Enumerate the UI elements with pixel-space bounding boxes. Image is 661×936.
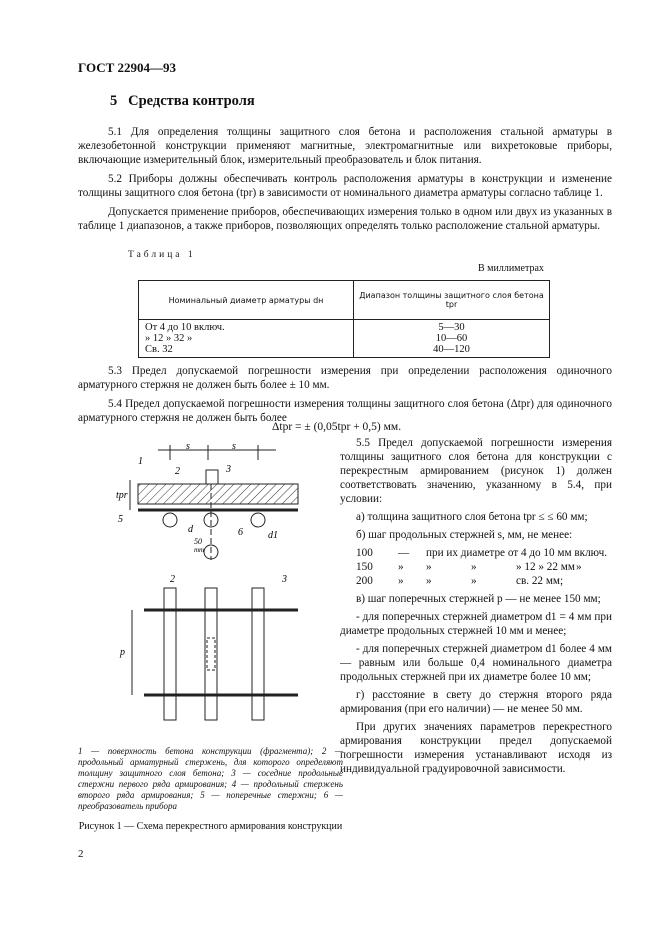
- paragraph-5-1: 5.1 Для определения толщины защитного слоя бетона и расположения стальной арматуры в железобетонной конструкции применяют магнитные, электромагнитные или вихретоковые приборы, включающие измерительный блок, измерительный преобразователь и блок питания.: [78, 126, 612, 166]
- label-mm: mm: [194, 546, 205, 554]
- condition-g: г) расстояние в свету до стержня второго ряда армирования (при его наличии) — не менее 50 мм.: [340, 689, 612, 715]
- paragraph-5-4: 5.4 Предел допускаемой погрешности измерения толщины защитного слоя бетона (Δtpr) для одиночного арматурного стержня не должен быть более: [78, 398, 612, 424]
- table-units: В миллиметрах: [478, 263, 544, 274]
- label-s-left: s: [186, 441, 190, 452]
- label-2: 2: [175, 466, 180, 477]
- table-col1-header: Номинальный диаметр арматуры dн: [139, 281, 354, 320]
- label-tpr: tpr: [116, 490, 128, 501]
- table-body-row: [139, 320, 550, 358]
- table-col2-header: Диапазон толщины защитного слоя бетона tpr: [354, 281, 550, 320]
- formula: Δtpr = ± (0,05tpr + 0,5) мм.: [272, 421, 402, 433]
- closing-paragraph: При других значениях параметров перекрестного армирования конструкции предел допускаемой погрешности измерения устанавливают исходя из индивидуальной градуировочной зависимости.: [340, 721, 612, 775]
- top-paragraphs: [78, 125, 612, 238]
- transducer-6: [206, 470, 218, 484]
- paragraph-allowance: Допускается применение приборов, обеспечивающих измерения только в одном или двух из указанных в таблице 1 диапазонов, а также приборов, позволяющих определять только расположение стальной арматуры.: [78, 206, 612, 232]
- condition-v1: - для поперечных стержней диаметром d1 = 4 мм при диаметре продольных стержней 10 мм и менее;: [340, 611, 612, 637]
- longitudinal-bar-plan-left: [164, 588, 176, 720]
- label-3-plan: 3: [282, 574, 287, 585]
- label-5: 5: [118, 514, 123, 525]
- right-column: [340, 436, 612, 780]
- table-row: От 4 до 10 включ.: [145, 322, 225, 333]
- longitudinal-bar-plan-mid: [205, 588, 217, 720]
- longitudinal-bar-3: [163, 513, 177, 527]
- condition-b: б) шаг продольных стержней s, мм, не менее:: [356, 529, 573, 541]
- label-1: 1: [138, 456, 143, 467]
- longitudinal-bar-3b: [251, 513, 265, 527]
- table-row: Св. 32: [145, 344, 173, 355]
- paragraph-5-2: 5.2 Приборы должны обеспечивать контроль расположения арматуры в конструкции и изменение толщины защитного слоя бетона (tpr) в зависимости от номинального диаметра арматуры согласно таблице 1.: [78, 173, 612, 199]
- figure-legend: 1 — поверхность бетона конструкции (фрагмента); 2 — продольный арматурный стержень, для которого определяют толщину защитного слоя бетона; 3 — соседние продольные стержни первого ряда армирования; 4 — продольный стержень второго ряда армирования; 5 — поперечные стержни; 6 — преобразователь прибора: [78, 746, 343, 811]
- condition-v2: - для поперечных стержней диаметром d1 более 4 мм — равным или больше 0,4 номинального диаметра продольных стержней при их диаметре более 10 мм;: [340, 643, 612, 683]
- table-row: 10—60: [435, 333, 468, 344]
- label-s-right: s: [232, 441, 236, 452]
- table-header-row: [139, 281, 550, 320]
- label-d: d: [188, 524, 193, 535]
- table-diam-cell: [139, 320, 354, 358]
- table-range-cell: [354, 320, 550, 358]
- table-row: 40—120: [433, 344, 470, 355]
- label-d1: d1: [268, 530, 278, 541]
- figure-caption: Рисунок 1 — Схема перекрестного армирования конструкции: [78, 821, 343, 832]
- longitudinal-bar-plan-right: [252, 588, 264, 720]
- label-3: 3: [226, 464, 231, 475]
- label-50: 50: [194, 537, 202, 546]
- label-p: p: [120, 647, 125, 658]
- paragraph-5-5: 5.5 Предел допускаемой погрешности измерения толщины защитного слоя бетона для конструкции с перекрестным армированием (рисунок 1) должен соответствовать значению, указанному в 5.4, при условии:: [340, 437, 612, 505]
- label-2-plan: 2: [170, 574, 175, 585]
- table-caption: Таблица 1: [128, 250, 196, 260]
- table-1: [138, 280, 550, 358]
- paragraph-5-3: 5.3 Предел допускаемой погрешности измерения при определении расположения одиночного арматурного стержня не должен быть более ± 10 мм.: [78, 365, 612, 391]
- section-title: 5 Средства контроля: [110, 93, 255, 109]
- standard-header: ГОСТ 22904—93: [78, 60, 177, 75]
- concrete-surface: [138, 484, 298, 504]
- label-6: 6: [238, 527, 243, 538]
- table-row: 5—30: [438, 322, 465, 333]
- condition-v: в) шаг поперечных стержней p — не менее 150 мм;: [356, 593, 601, 605]
- table-row: » 12 » 32 »: [145, 333, 193, 344]
- step-table: 100 — при их диаметре от 4 до 10 мм включ. 150 » » » » 12 » 22 мм » 200 » » » св. 22 мм;: [356, 547, 608, 587]
- page-number: 2: [78, 848, 84, 860]
- reinforcement-figure: [108, 440, 340, 730]
- condition-a: а) толщина защитного слоя бетона tpr ≤ ≤ 60 мм;: [356, 511, 588, 523]
